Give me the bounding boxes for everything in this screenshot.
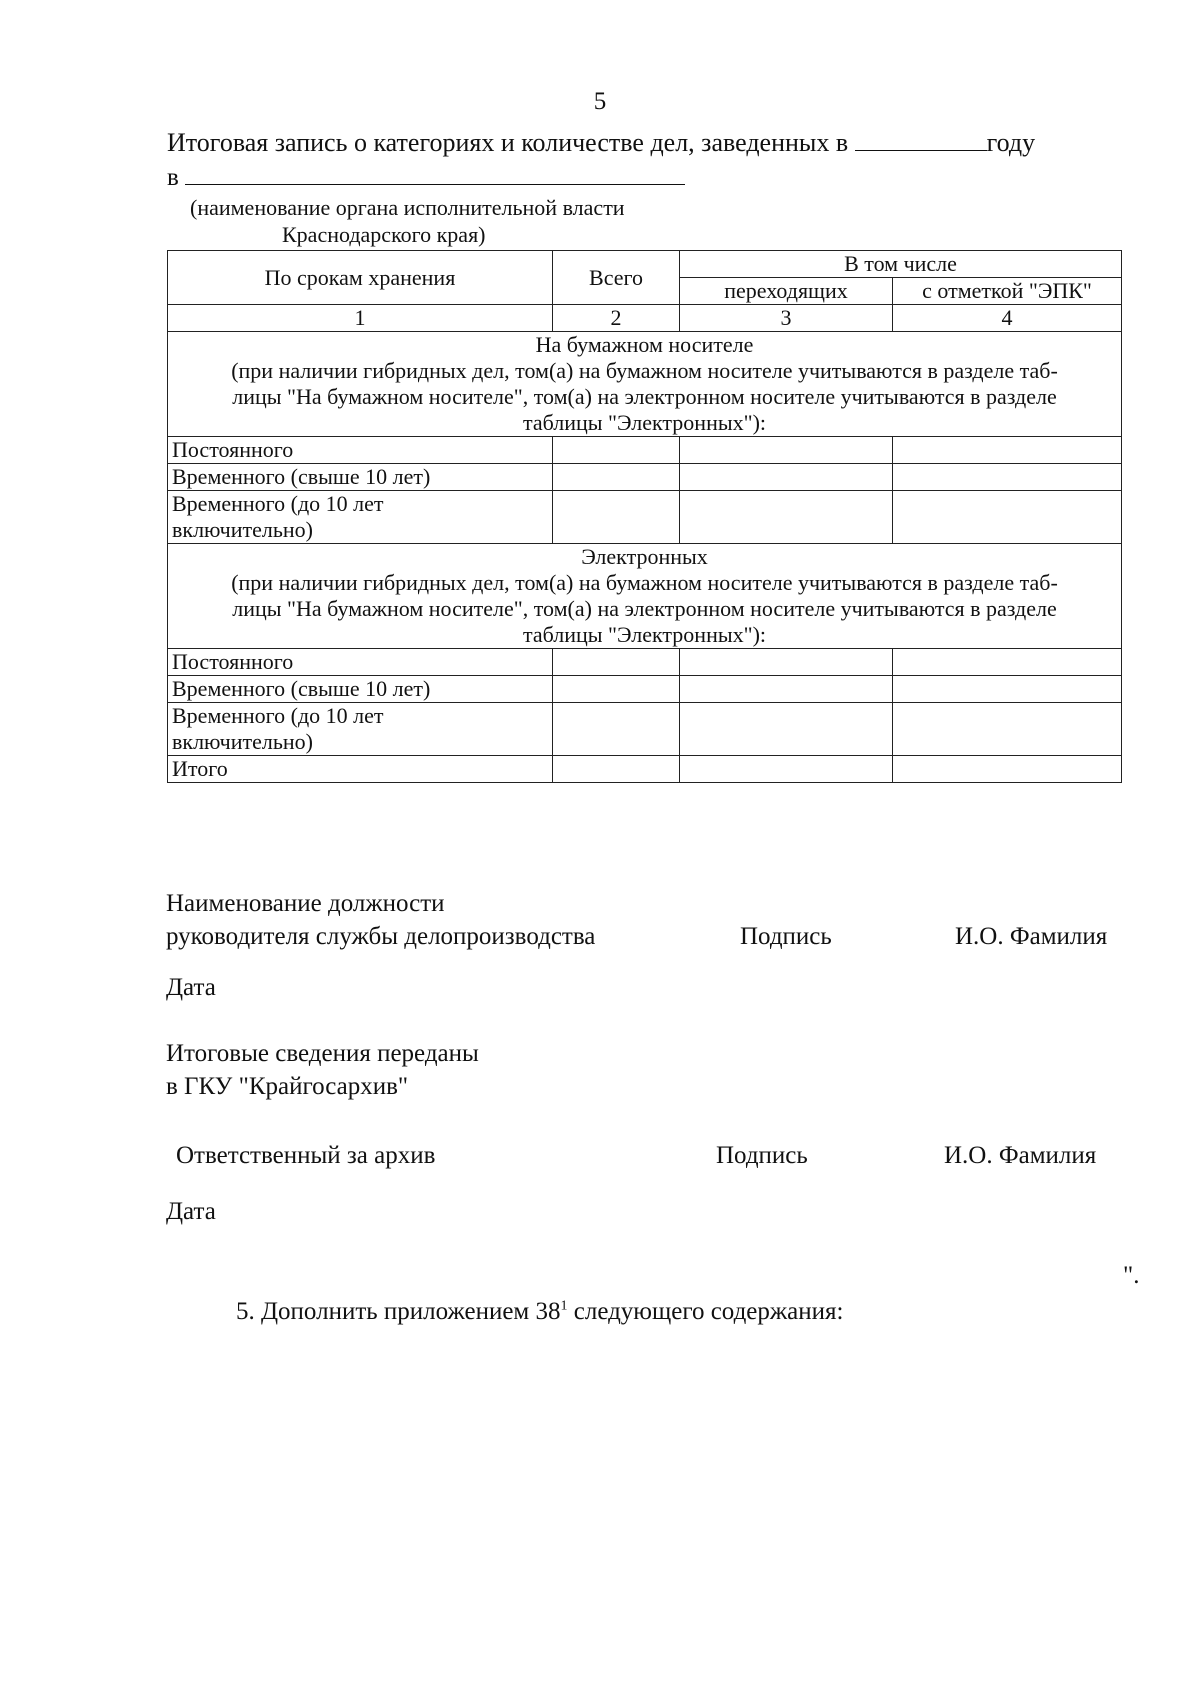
name-label: И.О. Фамилия	[944, 1142, 1097, 1169]
cell-total	[553, 491, 680, 544]
header-transitional: переходящих	[680, 278, 893, 305]
cell-total	[553, 437, 680, 464]
cell-total	[553, 676, 680, 703]
row-label-line: включительно)	[172, 517, 313, 542]
position-line: руководителя службы делопроизводства	[166, 923, 596, 950]
section-paper-heading	[168, 332, 1122, 437]
table-row	[168, 491, 1122, 544]
header-including: В том числе	[680, 251, 1122, 278]
section-note: лицы "На бумажном носителе", том(а) на электронном носителе учитываются в разделе	[232, 384, 1057, 409]
section-title: На бумажном носителе	[535, 332, 754, 357]
row-label: Временного (свыше 10 лет)	[168, 676, 553, 703]
section-electronic	[168, 544, 1122, 649]
cell-transitional	[680, 703, 893, 756]
cell-transitional	[680, 649, 893, 676]
cell-transitional	[680, 676, 893, 703]
cell-transitional	[680, 756, 893, 783]
transfer-line: Итоговые сведения переданы	[166, 1040, 479, 1067]
table-row-total	[168, 756, 1122, 783]
section-note: (при наличии гибридных дел, том(а) на бумажном носителе учитываются в разделе таб-	[231, 570, 1058, 595]
cell-transitional	[680, 464, 893, 491]
amendment-superscript: 1	[560, 1298, 568, 1314]
position-title	[166, 887, 595, 953]
cell-epk	[893, 756, 1122, 783]
section-title: Электронных	[581, 544, 708, 569]
column-number: 1	[168, 305, 553, 332]
row-label: Временного (свыше 10 лет)	[168, 464, 553, 491]
row-label-line: включительно)	[172, 729, 313, 754]
row-label: Итого	[168, 756, 553, 783]
signature-label: Подпись	[716, 1142, 808, 1169]
title-text: Итоговая запись о категориях и количестве дел, заведенных в	[167, 128, 849, 157]
transfer-note	[166, 1037, 479, 1103]
cell-total	[553, 464, 680, 491]
year-suffix: году	[986, 128, 1036, 157]
section-electronic-heading	[168, 544, 1122, 649]
table-row	[168, 703, 1122, 756]
column-numbers-row	[168, 305, 1122, 332]
position-line: Наименование должности	[166, 890, 445, 917]
row-label: Постоянного	[168, 649, 553, 676]
org-caption: (наименование органа исполнительной власти	[190, 195, 625, 220]
row-label-line: Временного (до 10 лет	[172, 491, 384, 516]
records-table	[167, 250, 1122, 783]
date-label: Дата	[166, 974, 216, 1001]
row-label: Постоянного	[168, 437, 553, 464]
header-epk: с отметкой "ЭПК"	[893, 278, 1122, 305]
row-label	[168, 703, 553, 756]
cell-epk	[893, 703, 1122, 756]
cell-epk	[893, 676, 1122, 703]
section-note: таблицы "Электронных"):	[522, 410, 767, 435]
table-row	[168, 676, 1122, 703]
section-note: лицы "На бумажном носителе", том(а) на электронном носителе учитываются в разделе	[232, 596, 1057, 621]
cell-transitional	[680, 437, 893, 464]
page-number: 5	[593, 88, 607, 115]
cell-epk	[893, 649, 1122, 676]
date-label: Дата	[166, 1198, 216, 1225]
row-label	[168, 491, 553, 544]
org-prefix: в	[167, 164, 179, 191]
transfer-line: в ГКУ "Крайгосархив"	[166, 1073, 409, 1100]
amendment-text: 5. Дополнить приложением 38	[236, 1298, 561, 1325]
section-paper	[168, 332, 1122, 437]
column-number: 4	[893, 305, 1122, 332]
cell-total	[553, 756, 680, 783]
org-caption-region: Краснодарского края)	[282, 222, 486, 247]
amendment-text-end: следующего содержания:	[567, 1298, 844, 1325]
year-blank	[855, 150, 987, 151]
cell-total	[553, 649, 680, 676]
row-label-line: Временного (до 10 лет	[172, 703, 384, 728]
table-row	[168, 464, 1122, 491]
org-blank	[185, 184, 685, 185]
table-row	[168, 437, 1122, 464]
cell-epk	[893, 437, 1122, 464]
cell-epk	[893, 464, 1122, 491]
column-number: 3	[680, 305, 893, 332]
section-note: таблицы "Электронных"):	[522, 622, 767, 647]
document-title	[167, 128, 1035, 158]
amendment-item	[236, 1295, 843, 1328]
table-header-row	[168, 251, 1122, 278]
column-number: 2	[553, 305, 680, 332]
signature-label: Подпись	[740, 923, 832, 950]
name-label: И.О. Фамилия	[955, 923, 1108, 950]
closing-quote: ".	[1123, 1262, 1140, 1289]
table-row	[168, 649, 1122, 676]
section-note: (при наличии гибридных дел, том(а) на бумажном носителе учитываются в разделе таб-	[231, 358, 1058, 383]
org-line	[167, 164, 685, 192]
cell-total	[553, 703, 680, 756]
cell-epk	[893, 491, 1122, 544]
header-storage: По срокам хранения	[168, 251, 553, 305]
cell-transitional	[680, 491, 893, 544]
responsible-label: Ответственный за архив	[176, 1142, 436, 1169]
header-total: Всего	[553, 251, 680, 305]
